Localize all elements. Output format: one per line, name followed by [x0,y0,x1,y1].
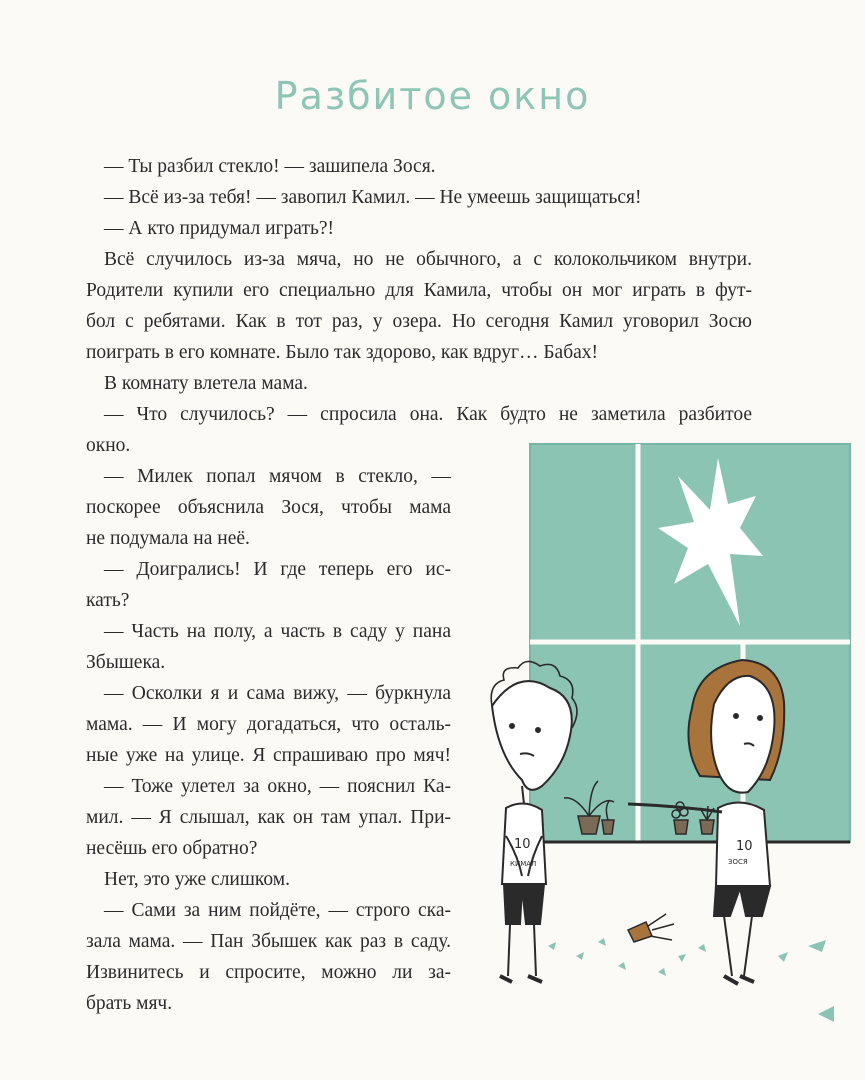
text-line: бол с ребятами. Как в тот раз, у озера. Но сегодня Камил уговорил Зосю [86,311,752,332]
girl-shirt-name: ЗОСЯ [728,858,748,866]
text-line: мама. — И могу догадаться, что осталь- [86,714,451,735]
text-line: — Сами за ним пойдёте, — строго ска- [104,900,451,921]
glass-shards [548,938,834,1022]
text-line: кать? [86,590,130,611]
text-line: — Всё из-за тебя! — завопил Камил. — Не умеешь защищаться! [104,187,642,208]
text-line: — Доигрались! И где теперь его ис- [104,559,451,580]
chapter-title: Разбитое окно [274,74,591,118]
text-line: — Ты разбил стекло! — зашипела Зося. [104,156,436,177]
text-line: ные уже на улице. Я спрашиваю про мяч! [86,745,451,766]
text-line: Всё случилось из-за мяча, но не обычного, а с колокольчиком внутри. [104,249,752,270]
boy-shirt-name: КИМАЛ [510,860,537,868]
boy-shirt-number: 10 [514,837,531,852]
text-line: — Что случилось? — спросила она. Как будто не заметила разбитое [104,404,752,425]
broken-window-illustration [478,436,858,1036]
text-line: Збышека. [86,652,166,673]
girl-shirt-number: 10 [736,839,753,854]
text-line: — А кто придумал играть?! [104,218,335,239]
text-line: — Осколки я и сама вижу, — буркнула [104,683,451,704]
text-line: Нет, это уже слишком. [104,869,290,890]
text-line: Родители купили его специально для Камила, чтобы он мог играть в фут- [86,280,752,301]
fallen-pot [628,914,674,942]
text-line: В комнату влетела мама. [104,373,308,394]
text-line: поиграть в его комнате. Было так здорово, как вдруг… Бабах! [86,342,599,363]
text-line: мил. — Я слышал, как он там упал. При- [86,807,451,828]
text-line: зала мама. — Пан Збышек как раз в саду. [86,931,451,952]
text-line: поскорее объяснила Зося, чтобы мама [86,497,451,518]
text-line: окно. [86,435,131,456]
text-line: — Часть на полу, а часть в саду у пана [104,621,451,642]
text-line: брать мяч. [86,993,173,1014]
text-line: несёшь его обратно? [86,838,258,859]
text-line: не подумала на неё. [86,528,250,549]
text-line: — Тоже улетел за окно, — пояснил Ка- [104,776,451,797]
text-line: — Милек попал мячом в стекло, — [104,466,451,487]
text-line: Извинитесь и спросите, можно ли за- [86,962,451,983]
